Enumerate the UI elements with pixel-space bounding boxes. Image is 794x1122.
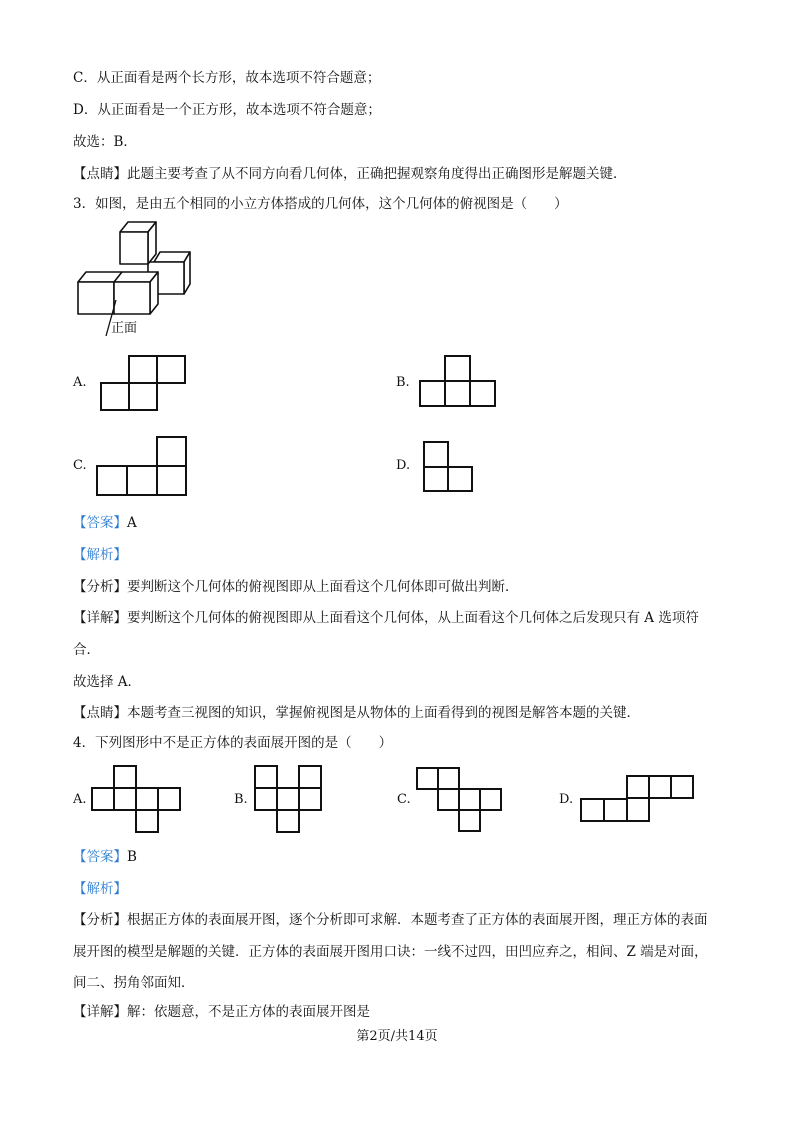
q3-option-a-figure xyxy=(100,355,186,411)
page-footer: 第2页/共14页 xyxy=(356,1029,438,1044)
answer-tag: 【答案】 xyxy=(73,515,127,531)
q3-fenxi: 【分析】要判断这个几何体的俯视图即从上面看这个几何体即可做出判断． xyxy=(73,579,519,595)
q4-option-b-figure xyxy=(254,765,324,833)
q4-xiangjie: 【详解】解：依题意，不是正方体的表面展开图是 xyxy=(73,1004,370,1020)
question-4: 4．下列图形中不是正方体的表面展开图的是（ ） xyxy=(73,735,393,751)
line-dianjing-2: 【点睛】此题主要考查了从不同方向看几何体，正确把握观察角度得出正确图形是解题关键． xyxy=(73,166,627,182)
line-c-option: C．从正面看是两个长方形，故本选项不符合题意； xyxy=(73,70,381,86)
q3-option-d-label: D. xyxy=(396,458,411,473)
q4-fenxi-cont: 展开图的模型是解题的关键．正方体的表面展开图用口诀：一线不过四，田凹应弃之，相间、Z 端是对面， xyxy=(73,944,708,960)
q4-option-c-label: C. xyxy=(397,792,411,807)
front-label: 正面 xyxy=(111,321,138,336)
cube-front-mid xyxy=(114,282,150,314)
cube-front-left xyxy=(78,282,114,314)
q4-option-c-figure xyxy=(416,767,502,831)
line-d-option: D．从正面看是一个正方形，故本选项不符合题意； xyxy=(73,102,381,118)
q4-answer-line xyxy=(73,848,137,866)
answer-value: B xyxy=(127,849,137,865)
cube-top-front xyxy=(120,232,148,264)
q4-option-d-figure xyxy=(580,775,696,823)
q3-option-d-figure xyxy=(423,441,473,493)
q4-fenxi: 【分析】根据正方体的表面展开图，逐个分析即可求解．本题考查了正方体的表面展开图，理正方体的表面 xyxy=(73,912,708,928)
q4-option-a-figure xyxy=(91,765,183,833)
question-3: 3．如图，是由五个相同的小立方体搭成的几何体，这个几何体的俯视图是（ ） xyxy=(73,196,568,212)
q4-option-b-label: B. xyxy=(234,792,248,807)
q4-jiexi: 【解析】 xyxy=(73,881,127,897)
q4-fenxi-cont2: 间二、拐角邻面知． xyxy=(73,975,195,991)
q4-option-a-label: A. xyxy=(73,792,87,807)
q3-dianjing: 【点睛】本题考查三视图的知识，掌握俯视图是从物体的上面看得到的视图是解答本题的关键． xyxy=(73,705,640,721)
q4-option-d-label: D. xyxy=(559,792,574,807)
q3-option-b-label: B. xyxy=(396,375,410,390)
q3-option-c-label: C. xyxy=(73,458,87,473)
answer-tag: 【答案】 xyxy=(73,849,127,865)
q3-choose: 故选择 A． xyxy=(73,674,142,690)
q3-jiexi: 【解析】 xyxy=(73,547,127,563)
q3-answer-line xyxy=(73,514,137,532)
q3-xiangjie-cont: 合． xyxy=(73,642,100,658)
answer-value: A xyxy=(127,515,137,531)
q3-option-b-figure xyxy=(419,355,497,408)
q3-option-a-label: A. xyxy=(73,375,87,390)
line-choose-b: 故选：B． xyxy=(73,134,137,150)
q3-xiangjie: 【详解】要判断这个几何体的俯视图即从上面看这个几何体，从上面看这个几何体之后发现只有 A 选项符 xyxy=(73,610,699,626)
q3-option-c-figure xyxy=(96,436,188,496)
